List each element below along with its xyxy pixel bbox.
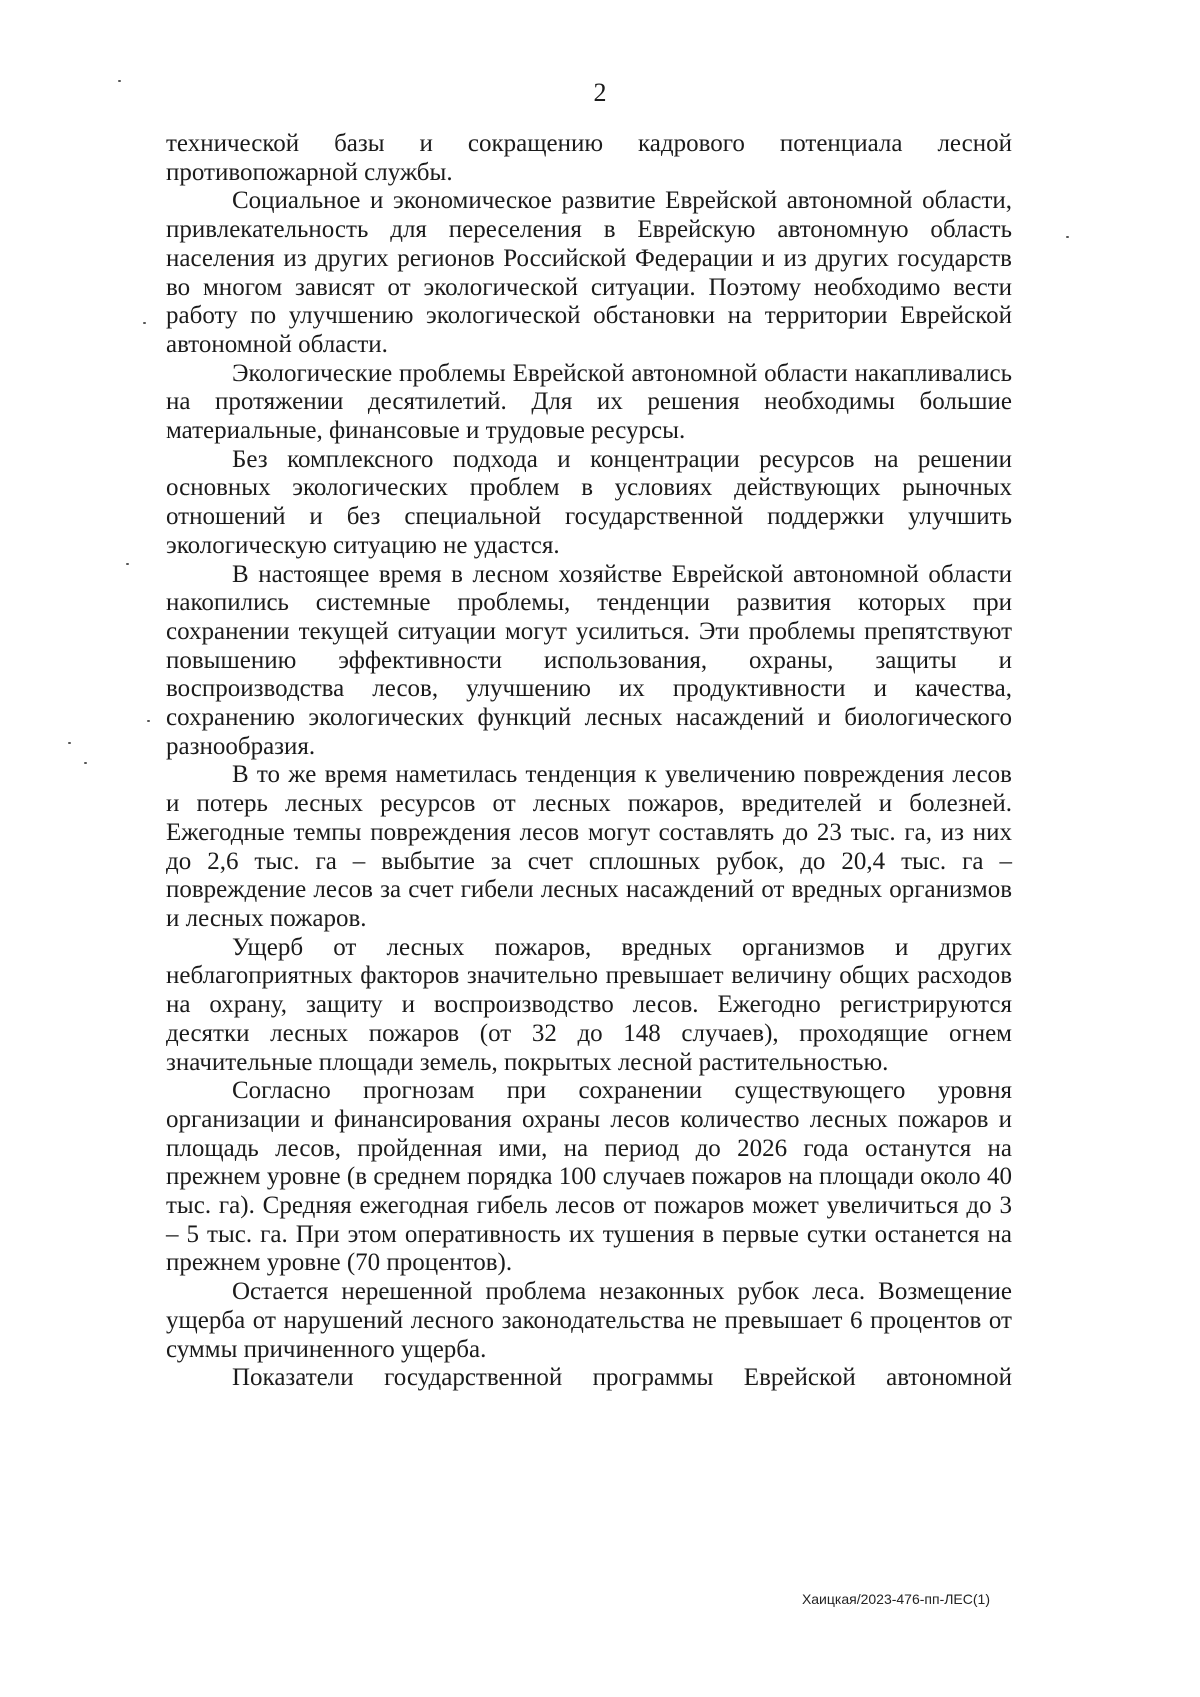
scan-speck [118,80,121,82]
scan-speck [126,563,129,565]
page-number: 2 [593,78,607,107]
paragraph: В настоящее время в лесном хозяйстве Еврейской автономной области накопились системные проблемы, тенденции развития которых при сохранении текущей ситуации могут усилиться. Эти проблемы препятствуют повышению эффективности использования, охраны, защиты и воспроизводства лесов, улучшению их продуктивности и качества, сохранению экологических функций лесных насаждений и биологического разнообразия. [166,560,1012,760]
paragraph: Ущерб от лесных пожаров, вредных организмов и других неблагоприятных факторов значительно превышает величину общих расходов на охрану, защиту и воспроизводство лесов. Ежегодно регистрируются десятки лесных пожаров (от 32 до 148 случаев), проходящие огнем значительные площади земель, покрытых лесной растительностью. [166,933,1012,1076]
scan-speck [143,322,146,324]
scan-speck [147,720,150,722]
paragraph: Остается нерешенной проблема незаконных рубок леса. Возмещение ущерба от нарушений лесного законодательства не превышает 6 процентов от суммы причиненного ущерба. [166,1278,1012,1363]
paragraph: технической базы и сокращению кадрового потенциала лесной противопожарной службы. [166,130,1012,186]
scan-speck [68,742,71,744]
paragraph: В то же время наметилась тенденция к увеличению повреждения лесов и потерь лесных ресурсов от лесных пожаров, вредителей и болезней. Ежегодные темпы повреждения лесов могут составлять до 23 тыс. га, из них до 2,6 тыс. га – выбытие за счет сплошных рубок, до 20,4 тыс. га – повреждение лесов за счет гибели лесных насаждений от вредных организмов и лесных пожаров. [166,761,1012,932]
paragraph: Согласно прогнозам при сохранении существующего уровня организации и финансирования охраны лесов количество лесных пожаров и площадь лесов, пройденная ими, на период до 2026 года останутся на прежнем уровне (в среднем порядка 100 случаев пожаров на площади около 40 тыс. га). Средняя ежегодная гибель лесов от пожаров может увеличиться до 3 – 5 тыс. га. При этом оперативность их тушения в первые сутки останется на прежнем уровне (70 процентов). [166,1077,1012,1277]
paragraph: Без комплексного подхода и концентрации ресурсов на решении основных экологических проблем в условиях действующих рыночных отношений и без специальной государственной поддержки улучшить экологическую ситуацию не удастся. [166,445,1012,559]
paragraph: Показатели государственной программы Еврейской автономной [232,1364,1012,1392]
scan-speck [84,762,87,764]
scan-speck [1066,236,1069,238]
paragraph: Социальное и экономическое развитие Еврейской автономной области, привлекательность для переселения в Еврейскую автономную область населения из других регионов Российской Федерации и из других государств во многом зависят от экологической ситуации. Поэтому необходимо вести работу по улучшению экологической обстановки на территории Еврейской автономной области. [166,187,1012,358]
document-body [166,130,1012,1393]
paragraph: Экологические проблемы Еврейской автономной области накапливались на протяжении десятилетий. Для их решения необходимы большие материальные, финансовые и трудовые ресурсы. [166,359,1012,445]
document-code: Хаицкая/2023-476-пп-ЛЕС(1) [801,1591,990,1607]
